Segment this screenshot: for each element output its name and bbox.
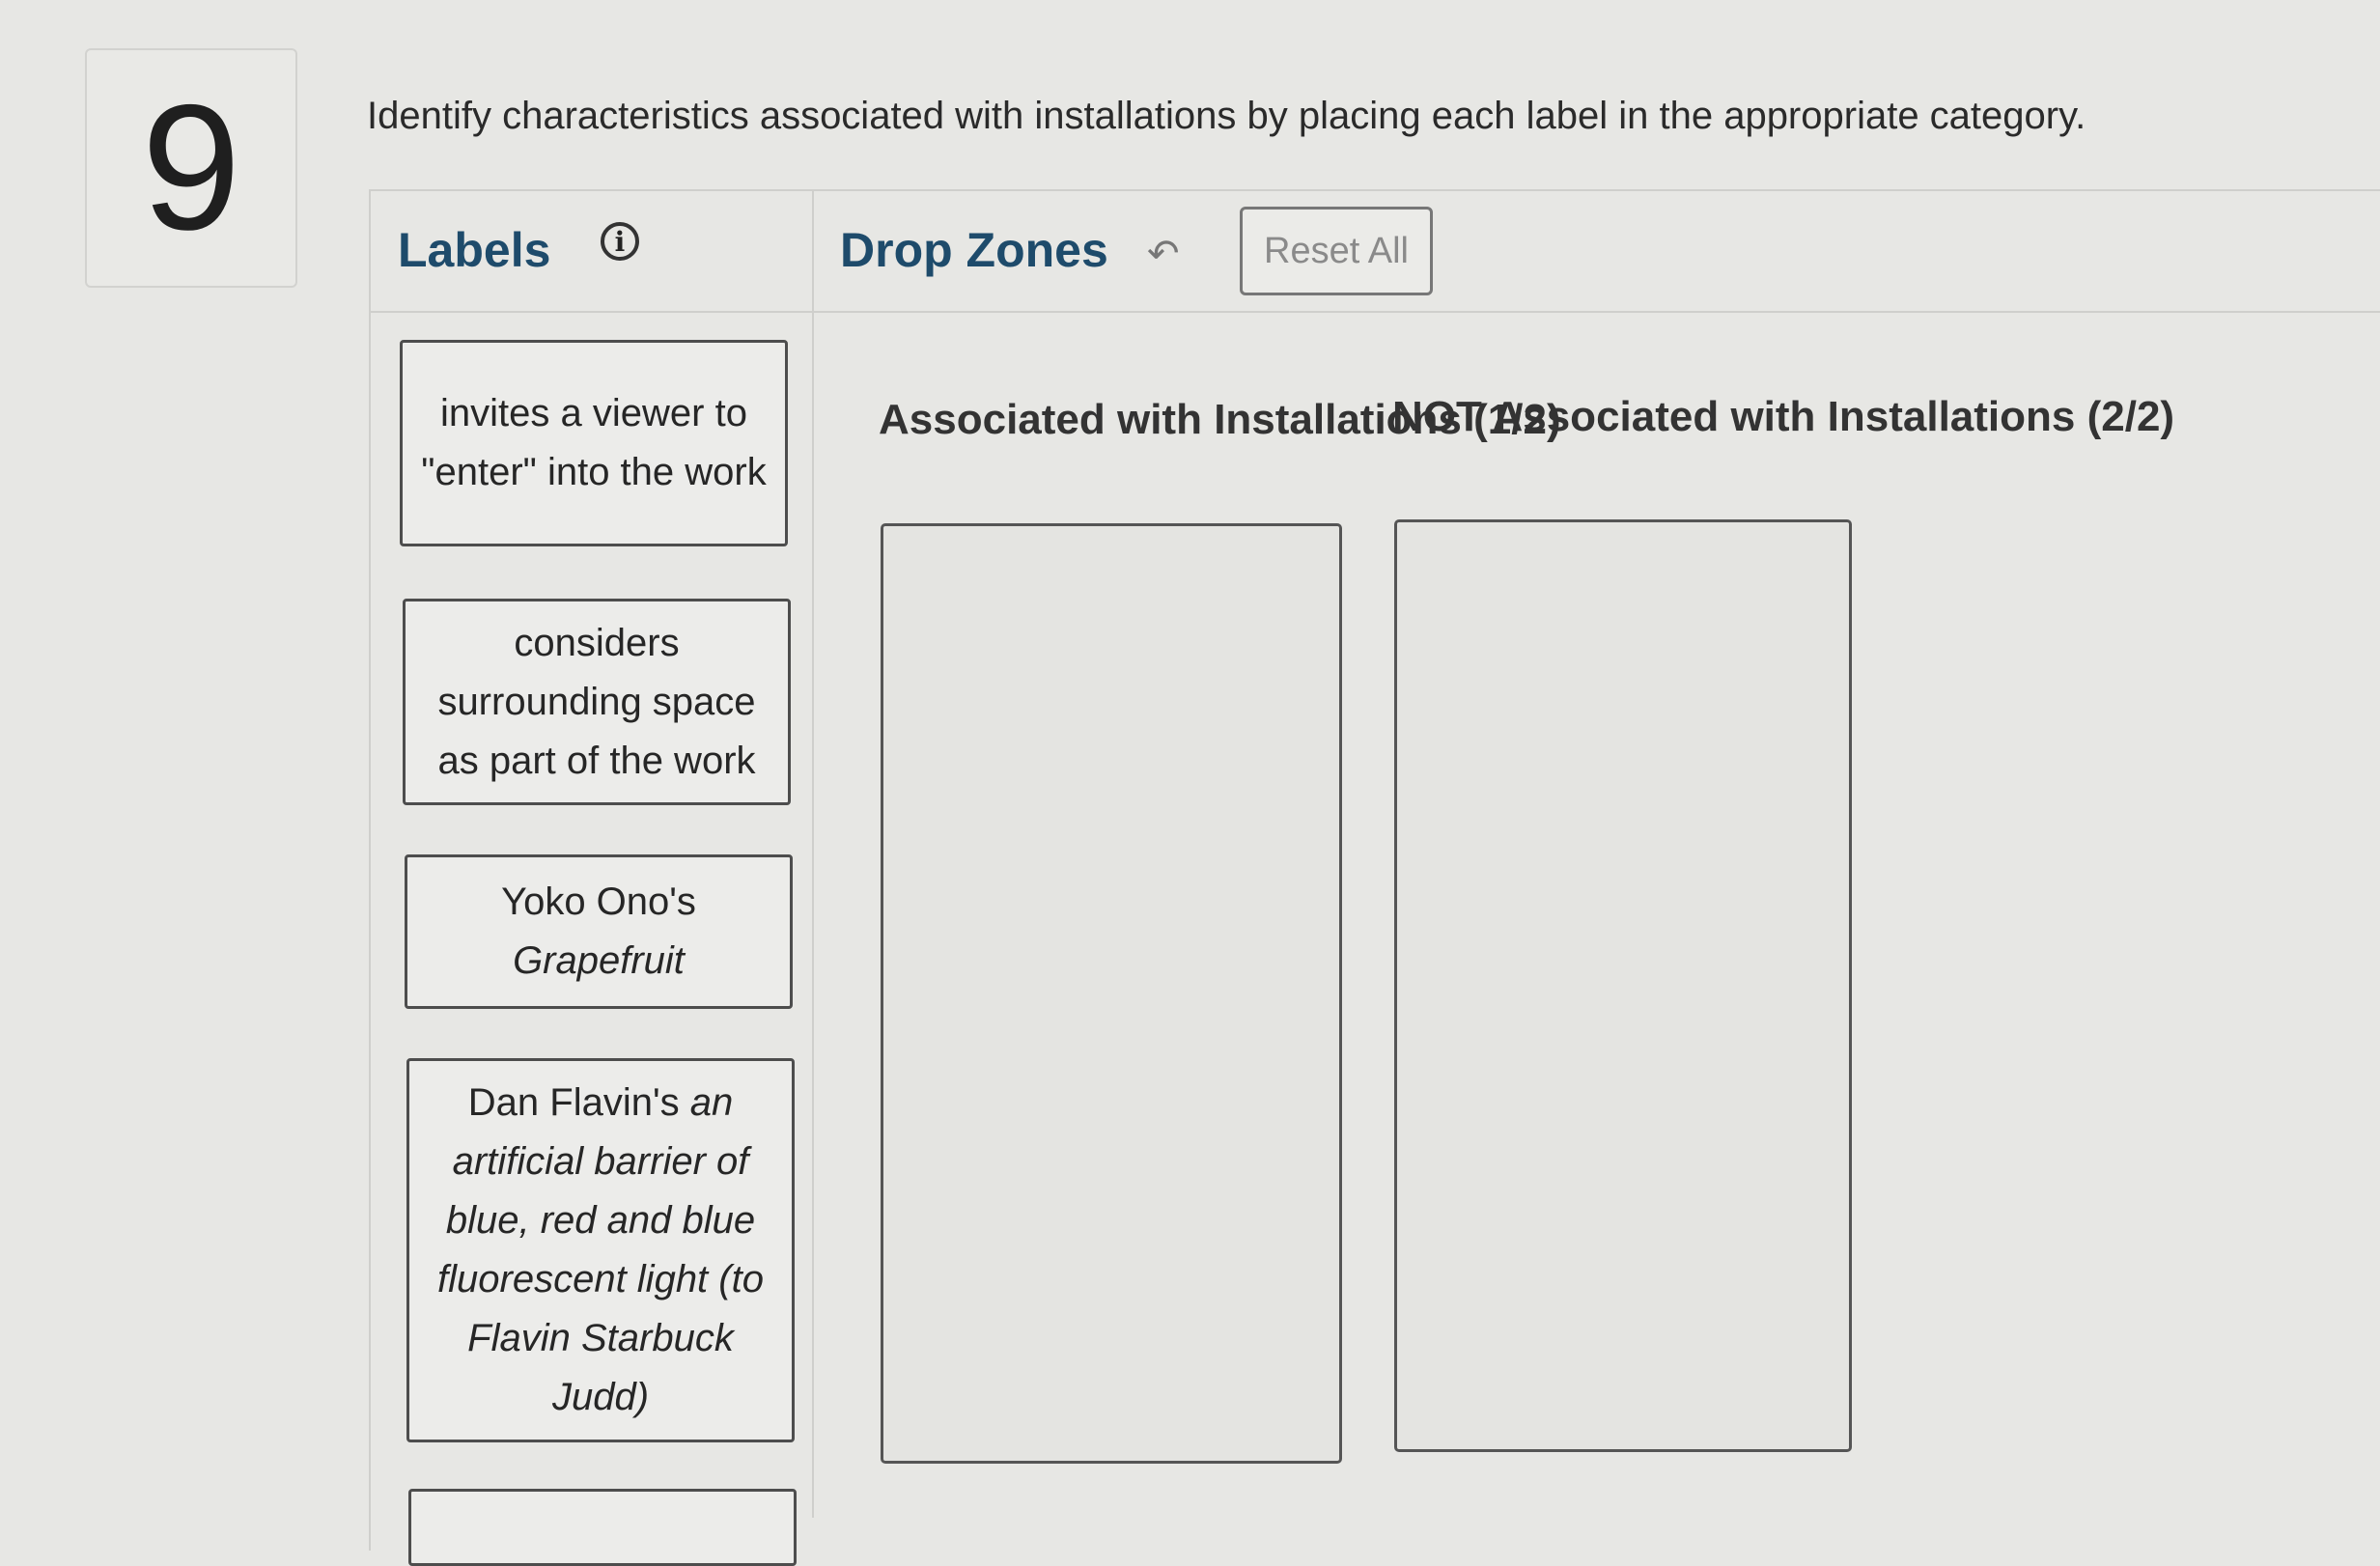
question-number: 9 (141, 68, 241, 267)
label-card-text: invites a viewer to "enter" into the work (421, 392, 767, 493)
panel-header-divider (371, 311, 2380, 313)
label-card-dan-flavin[interactable] (406, 1058, 795, 1442)
label-card-enter-work[interactable] (400, 340, 788, 546)
drop-zones-heading: Drop Zones (840, 223, 1108, 277)
label-card-text: considers surrounding space as part of the work (437, 621, 756, 782)
artist-name: Yoko Ono's (501, 881, 696, 923)
drop-zone-title-not-associated: NOT Associated with Installations (2/2) (1392, 393, 2175, 440)
artist-name: Dan Flavin's (467, 1081, 680, 1124)
label-card-yoko-ono[interactable] (405, 854, 793, 1009)
label-card-surrounding-space[interactable] (403, 599, 791, 805)
drop-zone-associated[interactable] (881, 523, 1342, 1464)
drop-zone-title-associated: Associated with Installations (1/2) (879, 396, 1561, 443)
info-icon[interactable]: i (601, 222, 639, 261)
artwork-title: Grapefruit (513, 939, 685, 982)
drop-zone-not-associated[interactable] (1394, 519, 1852, 1452)
reset-all-button[interactable]: Reset All (1240, 207, 1433, 295)
panel-column-divider (812, 189, 814, 1518)
question-number-box (85, 48, 297, 288)
undo-arrow-icon[interactable]: ↶ (1147, 233, 1180, 275)
label-card-text (431, 1074, 770, 1427)
question-prompt: Identify characteristics associated with installations by placing each label in the appropriate category. (367, 95, 2086, 137)
label-card-text (501, 873, 696, 991)
label-card-partial[interactable] (408, 1489, 797, 1566)
labels-heading: Labels (398, 223, 551, 277)
artwork-title: an artificial barrier of blue, red and blue fluorescent light (to Flavin Starbuck Judd) (437, 1081, 764, 1418)
